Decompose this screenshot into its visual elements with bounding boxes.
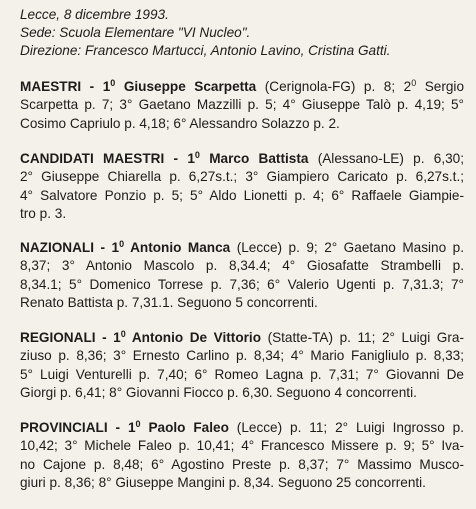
winner-name: Giuseppe Scarpetta (115, 79, 257, 94)
winner-name: Paolo Faleo (140, 420, 229, 435)
results-line: REGIONALI - $1^0$ Antonio De Vittorio (Statte-TA) p. 11; 2° Luigi Gra- (20, 329, 464, 345)
venue-line: Sede: Scuola Elementare "VI Nucleo". (20, 25, 251, 40)
direction-line: Direzione: Francesco Martucci, Antonio Lavino, Cristina Gatti. (20, 43, 391, 58)
event-header (20, 6, 464, 60)
results-line: CANDIDATI MAESTRI - $1^0$ Marco Battista (Alessano-LE) p. 6,30; (20, 150, 465, 166)
results-line: PROVINCIALI - $1^0$ Paolo Faleo (Lecce) p. 11; 2° Luigi Ingrosso p. (20, 419, 465, 435)
winner-name: Marco Battista (199, 151, 309, 166)
results-line: 8,37; 3° Antonio Mascolo p. 8,34.4; 4° Giosafatte Strambelli p. (20, 258, 464, 274)
section-candidati-maestri (20, 150, 464, 223)
category-title: MAESTRI - 1 (20, 79, 111, 94)
results-line: MAESTRI - $1^0$ Giuseppe Scarpetta (Cerignola-FG) p. 8; $2^0$ Sergio (20, 78, 465, 94)
results-line: 10,42; 3° Michele Faleo p. 10,41; 4° Francesco Missere p. 9; 5° Iva- (20, 438, 464, 454)
results-line: no Cajone p. 8,48; 6° Agostino Preste p. 8,37; 7° Massimo Musco- (20, 456, 464, 472)
results-line: Scarpetta p. 7; 3° Gaetano Mazzilli p. 5; 4° Giuseppe Talò p. 4,19; 5° (20, 97, 464, 113)
winner-name: Antonio Manca (124, 240, 231, 255)
results-line: tro p. 3. (20, 205, 67, 221)
category-title: REGIONALI - 1 (20, 330, 121, 345)
results-line: 4° Salvatore Ponzio p. 5; 5° Aldo Lionetti p. 4; 6° Raffaele Giampie- (20, 187, 464, 203)
results-line: NAZIONALI - $1^0$ Antonio Manca (Lecce) p. 9; 2° Gaetano Masino p. (20, 239, 464, 255)
section-maestri (20, 78, 464, 133)
results-line: giuri p. 8,36; 8° Giuseppe Mangini p. 8,34. Seguono 25 concorrenti. (20, 474, 426, 490)
results-line: Cosimo Capriulo p. 4,18; 6° Alessandro Solazzo p. 2. (20, 115, 340, 131)
section-nazionali (20, 239, 464, 312)
category-title: CANDIDATI MAESTRI - 1 (20, 151, 195, 166)
results-line: 8,34.1; 5° Domenico Torrese p. 7,36; 6° Valerio Ugenti p. 7,31.3; 7° (20, 276, 464, 292)
results-line: Renato Battista p. 7,31.1. Seguono 5 concorrenti. (20, 294, 318, 310)
winner-name: Antonio De Vittorio (125, 330, 261, 345)
category-title: NAZIONALI - 1 (20, 240, 120, 255)
category-title: PROVINCIALI - 1 (20, 420, 136, 435)
section-provinciali (20, 419, 464, 492)
section-regionali (20, 329, 464, 402)
results-line: 2° Giuseppe Chiarella p. 6,27s.t.; 3° Giampiero Caricato p. 6,27s.t.; (20, 169, 464, 185)
results-line: Giorgi p. 6,41; 8° Giovanni Fiocco p. 6,30. Seguono 4 concorrenti. (20, 384, 417, 400)
results-line: ziuso p. 8,36; 3° Ernesto Carlino p. 8,34; 4° Mario Fanigliulo p. 8,33; (20, 348, 464, 364)
date-line: Lecce, 8 dicembre 1993. (20, 7, 169, 22)
results-line: 5° Luigi Venturelli p. 7,40; 6° Romeo Lagna p. 7,31; 7° Giovanni De (20, 366, 464, 382)
